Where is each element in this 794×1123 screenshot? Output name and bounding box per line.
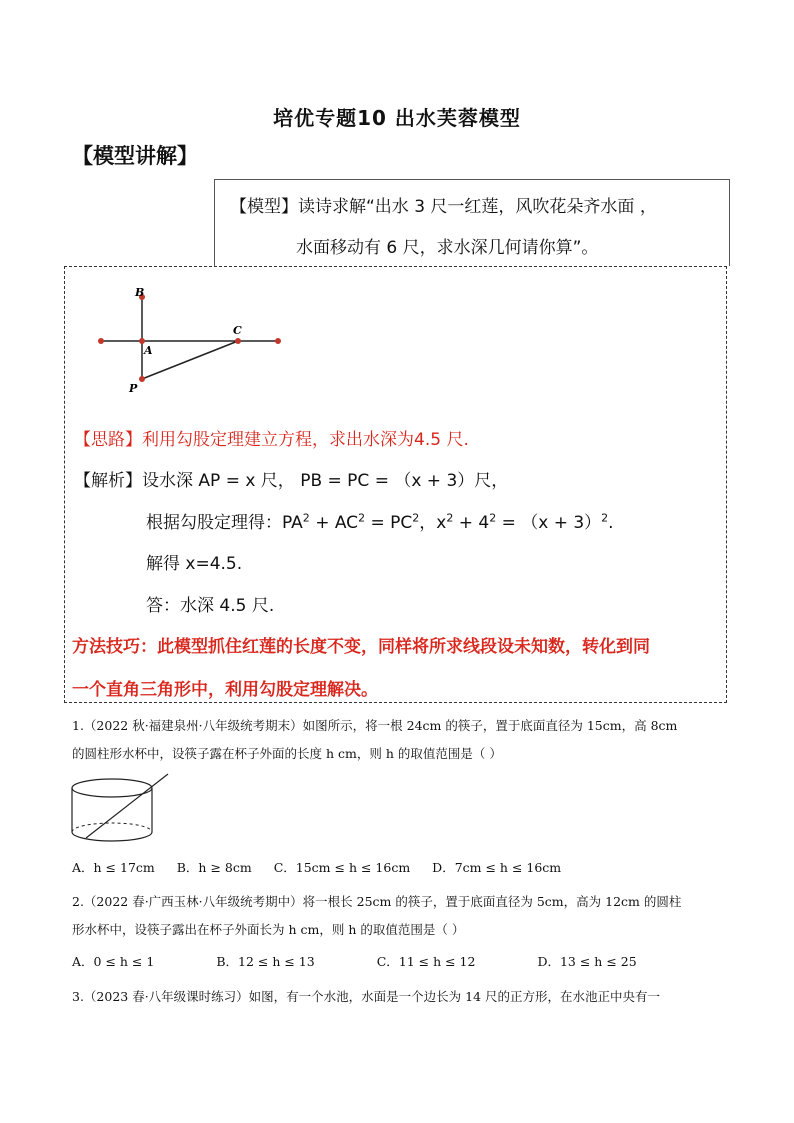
cylinder-cup-figure xyxy=(70,772,180,848)
solution-setup: 设水深 AP = x 尺， PB = PC = （x + 3）尺， xyxy=(142,471,509,491)
q2-text-line1: 2.（2022 春·广西玉林·八年级统考期中）将一根长 25cm 的筷子，置于底面直径为 5cm，高为 12cm 的圆柱 xyxy=(72,894,682,909)
q2-option-b[interactable]: B．12 ≤ h ≤ 13 xyxy=(216,954,315,969)
eq-part: = （x + 3） xyxy=(496,513,602,533)
thought-text: 利用勾股定理建立方程，求出水深为4.5 尺. xyxy=(142,430,469,450)
eq-sup: 2 xyxy=(446,511,454,525)
q1-option-d[interactable]: D．7cm ≤ h ≤ 16cm xyxy=(432,860,562,875)
point-c xyxy=(235,338,241,344)
q1-option-a[interactable]: A．h ≤ 17cm xyxy=(72,860,155,875)
q1-option-c[interactable]: C．15cm ≤ h ≤ 16cm xyxy=(273,860,411,875)
label-a: A xyxy=(144,344,153,357)
q1-options xyxy=(72,858,579,876)
model-text-line2: 水面移动有 6 尺，求水深几何请你算”。 xyxy=(296,238,599,258)
chopstick-line xyxy=(86,774,168,838)
solution-equation xyxy=(146,508,614,533)
solution-line1 xyxy=(74,466,508,491)
eq-part: 根据勾股定理得：PA xyxy=(146,513,303,533)
eq-sup: 2 xyxy=(358,511,366,525)
eq-sup: 2 xyxy=(601,511,609,525)
lotus-diagram xyxy=(92,282,292,402)
eq-part: . xyxy=(608,513,614,533)
thought-tag: 【思路】 xyxy=(74,430,142,450)
q2-option-d[interactable]: D．13 ≤ h ≤ 25 xyxy=(537,954,637,969)
q2-option-c[interactable]: C．11 ≤ h ≤ 12 xyxy=(376,954,476,969)
eq-part: = PC xyxy=(365,513,413,533)
label-c: C xyxy=(233,324,242,337)
eq-part: + AC xyxy=(309,513,359,533)
label-p: P xyxy=(129,382,138,395)
eq-sup: 2 xyxy=(412,511,420,525)
eq-part: ，x xyxy=(419,513,447,533)
point-p xyxy=(139,376,145,382)
q2-options xyxy=(72,952,655,970)
q3-text-line1: 3.（2023 春·八年级课时练习）如图，有一个水池，水面是一个边长为 14 尺的正方形，在水池正中央有一 xyxy=(72,989,661,1004)
q1-option-b[interactable]: B．h ≥ 8cm xyxy=(176,860,252,875)
thought-line xyxy=(74,425,469,450)
model-text-line1: 【模型】读诗求解“出水 3 尺一红莲，风吹花朵齐水面 ， xyxy=(230,197,657,217)
eq-sup: 2 xyxy=(489,511,497,525)
section-heading: 【模型讲解】 xyxy=(72,144,198,168)
right-end-point xyxy=(275,338,281,344)
q1-text-line2: 的圆柱形水杯中，设筷子露在杯子外面的长度 h cm，则 h 的取值范围是（ ） xyxy=(72,746,502,761)
method-tip-line2: 一个直角三角形中，利用勾股定理解决。 xyxy=(72,680,378,700)
left-end-point xyxy=(98,338,104,344)
tilted-stem-line xyxy=(142,341,238,379)
label-b: B xyxy=(135,286,145,299)
q1-text-line1: 1.（2022 秋·福建泉州·八年级统考期末）如图所示，将一根 24cm 的筷子，置于底面直径为 15cm，高 8cm xyxy=(72,718,678,733)
solution-tag: 【解析】 xyxy=(74,471,142,491)
solution-answer: 答：水深 4.5 尺. xyxy=(146,596,275,616)
page-title: 培优专题10 出水芙蓉模型 xyxy=(273,106,521,130)
solution-result: 解得 x=4.5. xyxy=(146,554,243,574)
q2-option-a[interactable]: A．0 ≤ h ≤ 1 xyxy=(72,954,155,969)
method-tip-line1: 方法技巧：此模型抓住红莲的长度不变，同样将所求线段设未知数，转化到同 xyxy=(72,637,650,657)
q2-text-line2: 形水杯中，设筷子露出在杯子外面长为 h cm，则 h 的取值范围是（ ） xyxy=(72,922,465,937)
eq-part: + 4 xyxy=(453,513,490,533)
eq-sup: 2 xyxy=(302,511,310,525)
